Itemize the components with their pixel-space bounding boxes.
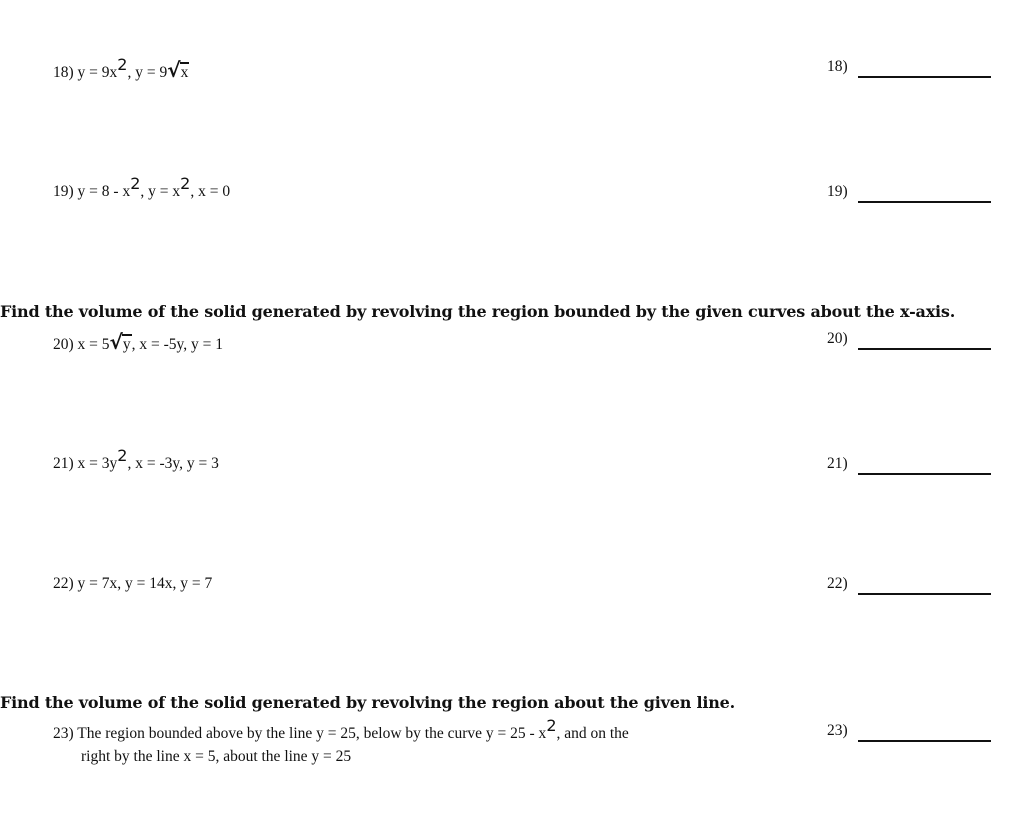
problem-text: The region bounded above by the line y = 25, below by the curve y = 25 - x bbox=[77, 725, 547, 742]
problem-number: 20) bbox=[53, 336, 74, 353]
problem-number: 21) bbox=[53, 455, 74, 472]
problem-text: , and on the bbox=[556, 725, 629, 742]
square-root bbox=[110, 330, 132, 354]
expression-text: y = 9x bbox=[77, 64, 118, 81]
radicand: x bbox=[180, 64, 189, 81]
problem-expression bbox=[77, 446, 219, 472]
expression-text: x = 5 bbox=[77, 336, 110, 353]
answer-label-23: 23) bbox=[827, 722, 848, 739]
problem-number: 18) bbox=[53, 64, 74, 81]
problem-23 bbox=[53, 716, 798, 768]
exponent: 2 bbox=[180, 174, 191, 193]
problem-number: 19) bbox=[53, 183, 74, 200]
radical-sign-icon: √ bbox=[109, 330, 123, 354]
answer-label-21: 21) bbox=[827, 455, 848, 472]
exponent: 2 bbox=[130, 174, 141, 193]
exponent: 2 bbox=[117, 446, 128, 465]
section-heading-x-axis: Find the volume of the solid generated by revolving the region bounded by the given curves about the x-axis. bbox=[0, 302, 956, 321]
expression-text: , y = x bbox=[140, 183, 181, 200]
answer-blank-21[interactable] bbox=[858, 473, 991, 475]
section-heading-given-line: Find the volume of the solid generated by revolving the region about the given line. bbox=[0, 693, 736, 712]
problem-expression bbox=[78, 575, 213, 592]
problem-expression bbox=[77, 55, 190, 82]
answer-blank-22[interactable] bbox=[858, 593, 991, 595]
expression-text: x = 3y bbox=[77, 455, 118, 472]
radicand: y bbox=[122, 336, 131, 353]
problem-21 bbox=[53, 446, 219, 473]
problem-number: 22) bbox=[53, 575, 74, 592]
problem-number: 23) bbox=[53, 725, 74, 742]
problem-expression bbox=[77, 330, 224, 354]
expression-text: , x = -5y, y = 1 bbox=[131, 336, 224, 353]
expression-text: y = 8 - x bbox=[77, 183, 131, 200]
exponent: 2 bbox=[546, 716, 557, 735]
expression-text: y = 7x, y = 14x, y = 7 bbox=[77, 575, 213, 592]
answer-blank-23[interactable] bbox=[858, 740, 991, 742]
expression-text: , x = 0 bbox=[190, 183, 231, 200]
problem-expression bbox=[77, 174, 231, 200]
answer-label-19: 19) bbox=[827, 183, 848, 200]
problem-18 bbox=[53, 55, 189, 82]
answer-blank-19[interactable] bbox=[858, 201, 991, 203]
answer-blank-18[interactable] bbox=[858, 76, 991, 78]
answer-label-18: 18) bbox=[827, 58, 848, 75]
answer-blank-20[interactable] bbox=[858, 348, 991, 350]
problem-22 bbox=[53, 575, 212, 593]
answer-label-22: 22) bbox=[827, 575, 848, 592]
problem-19 bbox=[53, 174, 231, 201]
expression-text: , y = 9 bbox=[127, 64, 168, 81]
answer-label-20: 20) bbox=[827, 330, 848, 347]
problem-20 bbox=[53, 330, 223, 354]
exponent: 2 bbox=[117, 55, 128, 74]
expression-text: , x = -3y, y = 3 bbox=[127, 455, 219, 472]
radical-sign-icon: √ bbox=[167, 58, 181, 82]
problem-text-continued: right by the line x = 5, about the line y = 25 bbox=[81, 748, 352, 765]
square-root bbox=[167, 58, 189, 82]
